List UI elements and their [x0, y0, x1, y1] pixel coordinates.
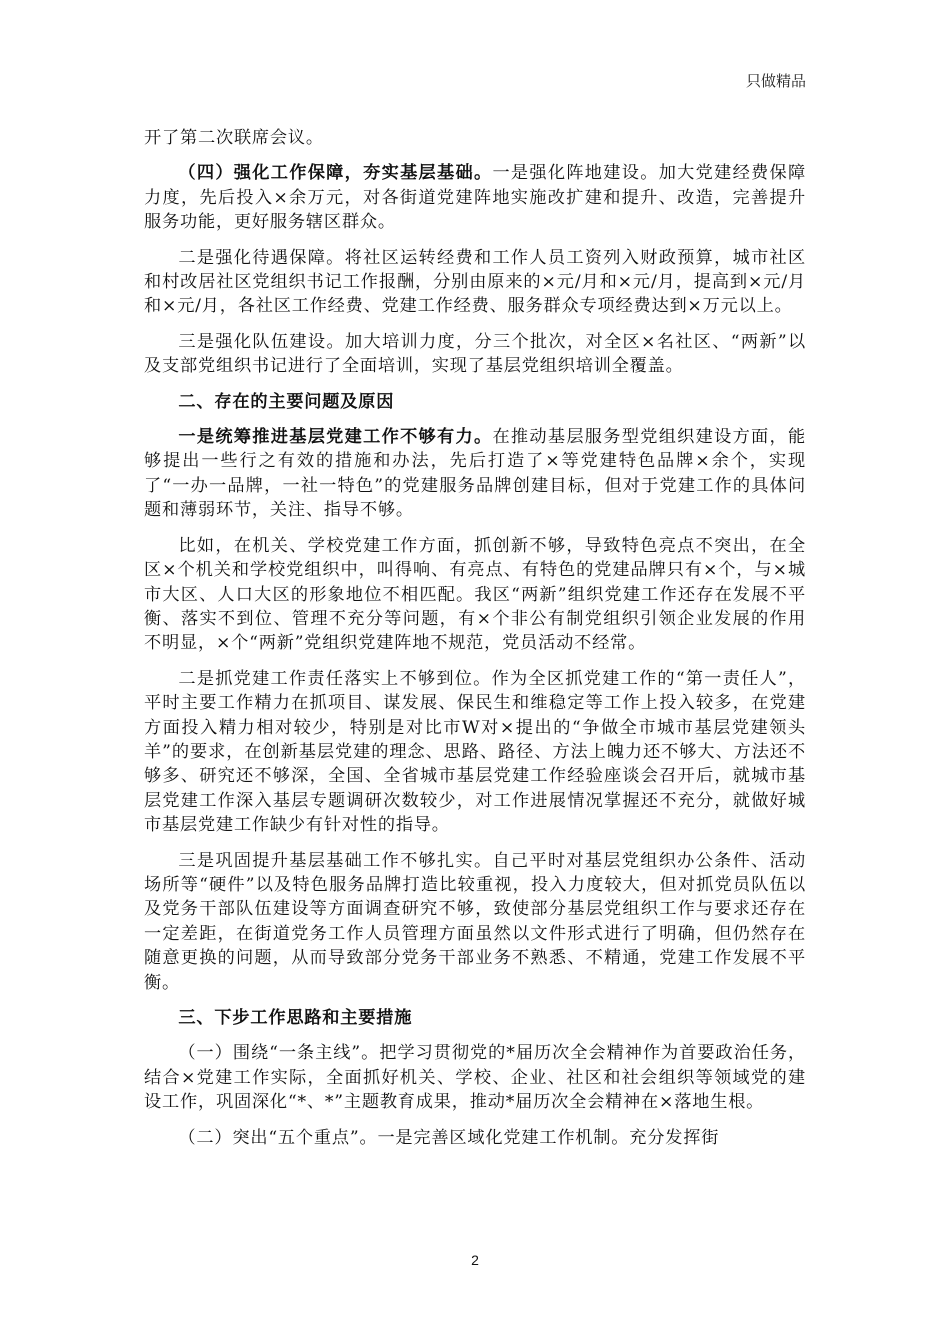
section-heading-problems: 二、存在的主要问题及原因 [178, 391, 395, 412]
paragraph-problem-1: 一是统筹推进基层党建工作不够有力。在推动基层服务型党组织建设方面，能够提出一些行之有效的措施和办法，先后打造了×等党建特色品牌×余个，实现了“一办一品牌，一社一特色”的党建服务品牌创建目标，但对于党建工作的具体问题和薄弱环节，关注、指导不够。 [144, 427, 806, 521]
paragraph-safeguard: （四）强化工作保障，夯实基层基础。一是强化阵地建设。加大党建经费保障力度，先后投入×余万元，对各街道党建阵地实施改扩建和提升、改造，完善提升服务功能，更好服务辖区群众。 [144, 163, 806, 233]
paragraph-treatment: 二是强化待遇保障。将社区运转经费和工作人员工资列入财政预算，城市社区和村改居社区党组织书记工作报酬，分别由原来的×元/月和×元/月，提高到×元/月和×元/月，各社区工作经费、党建工作经费、服务群众专项经费达到×万元以上。 [144, 247, 806, 317]
paragraph-example: 比如，在机关、学校党建工作方面，抓创新不够，导致特色亮点不突出，在全区×个机关和学校党组织中，叫得响、有亮点、有特色的党建品牌只有×个，与×城市大区、人口大区的形象地位不相匹配。我区“两新”组织党建工作还存在发展不平衡、落实不到位、管理不充分等问题，有×个非公有制党组织引领企业发展的作用不明显，×个“两新”党组织党建阵地不规范，党员活动不经常。 [144, 535, 806, 654]
document-body [144, 126, 806, 1161]
header-note: 只做精品 [745, 72, 806, 90]
paragraph-continuation: 开了第二次联席会议。 [144, 128, 324, 148]
paragraph-lead: （四）强化工作保障，夯实基层基础。 [178, 163, 493, 184]
section-heading-next-steps: 三、下步工作思路和主要措施 [178, 1008, 413, 1028]
paragraph-lead: 一是统筹推进基层党建工作不够有力。 [178, 427, 493, 448]
paragraph-main-line: （一）围绕“一条主线”。把学习贯彻党的*届历次全会精神作为首要政治任务，结合×党建工作实际，全面抓好机关、学校、企业、社区和社会组织等领域党的建设工作，巩固深化“*、*”主题教育成果，推动*届历次全会精神在×落地生根。 [144, 1043, 806, 1113]
paragraph-team: 三是强化队伍建设。加大培训力度，分三个批次，对全区×名社区、“两新”以及支部党组织书记进行了全面培训，实现了基层党组织培训全覆盖。 [144, 331, 806, 377]
paragraph-problem-2: 二是抓党建工作责任落实上不够到位。作为全区抓党建工作的“第一责任人”，平时主要工作精力在抓项目、谋发展、保民生和维稳定等工作上投入较多，在党建方面投入精力相对较少，特别是对比市W对×提出的“争做全市城市基层党建领头羊”的要求，在创新基层党建的理念、思路、路径、方法上魄力还不够大、方法还不够多、研究还不够深，全国、全省城市基层党建工作经验座谈会召开后，就城市基层党建工作深入基层专题调研次数较少，对工作进展情况掌握还不充分，就做好城市基层党建工作缺少有针对性的指导。 [144, 668, 806, 836]
paragraph-five-priorities: （二）突出“五个重点”。一是完善区域化党建工作机制。充分发挥街 [178, 1127, 720, 1148]
paragraph-problem-3: 三是巩固提升基层基础工作不够扎实。自己平时对基层党组织办公条件、活动场所等“硬件”以及特色服务品牌打造比较重视，投入力度较大，但对抓党员队伍以及党务干部队伍建设等方面调查研究不够，致使部分基层党组织工作与要求还存在一定差距，在街道党务工作人员管理方面虽然以文件形式进行了明确，但仍然存在随意更换的问题，从而导致部分党务干部业务不熟悉、不精通，党建工作发展不平衡。 [144, 850, 806, 993]
page-number: 2 [471, 1252, 479, 1268]
